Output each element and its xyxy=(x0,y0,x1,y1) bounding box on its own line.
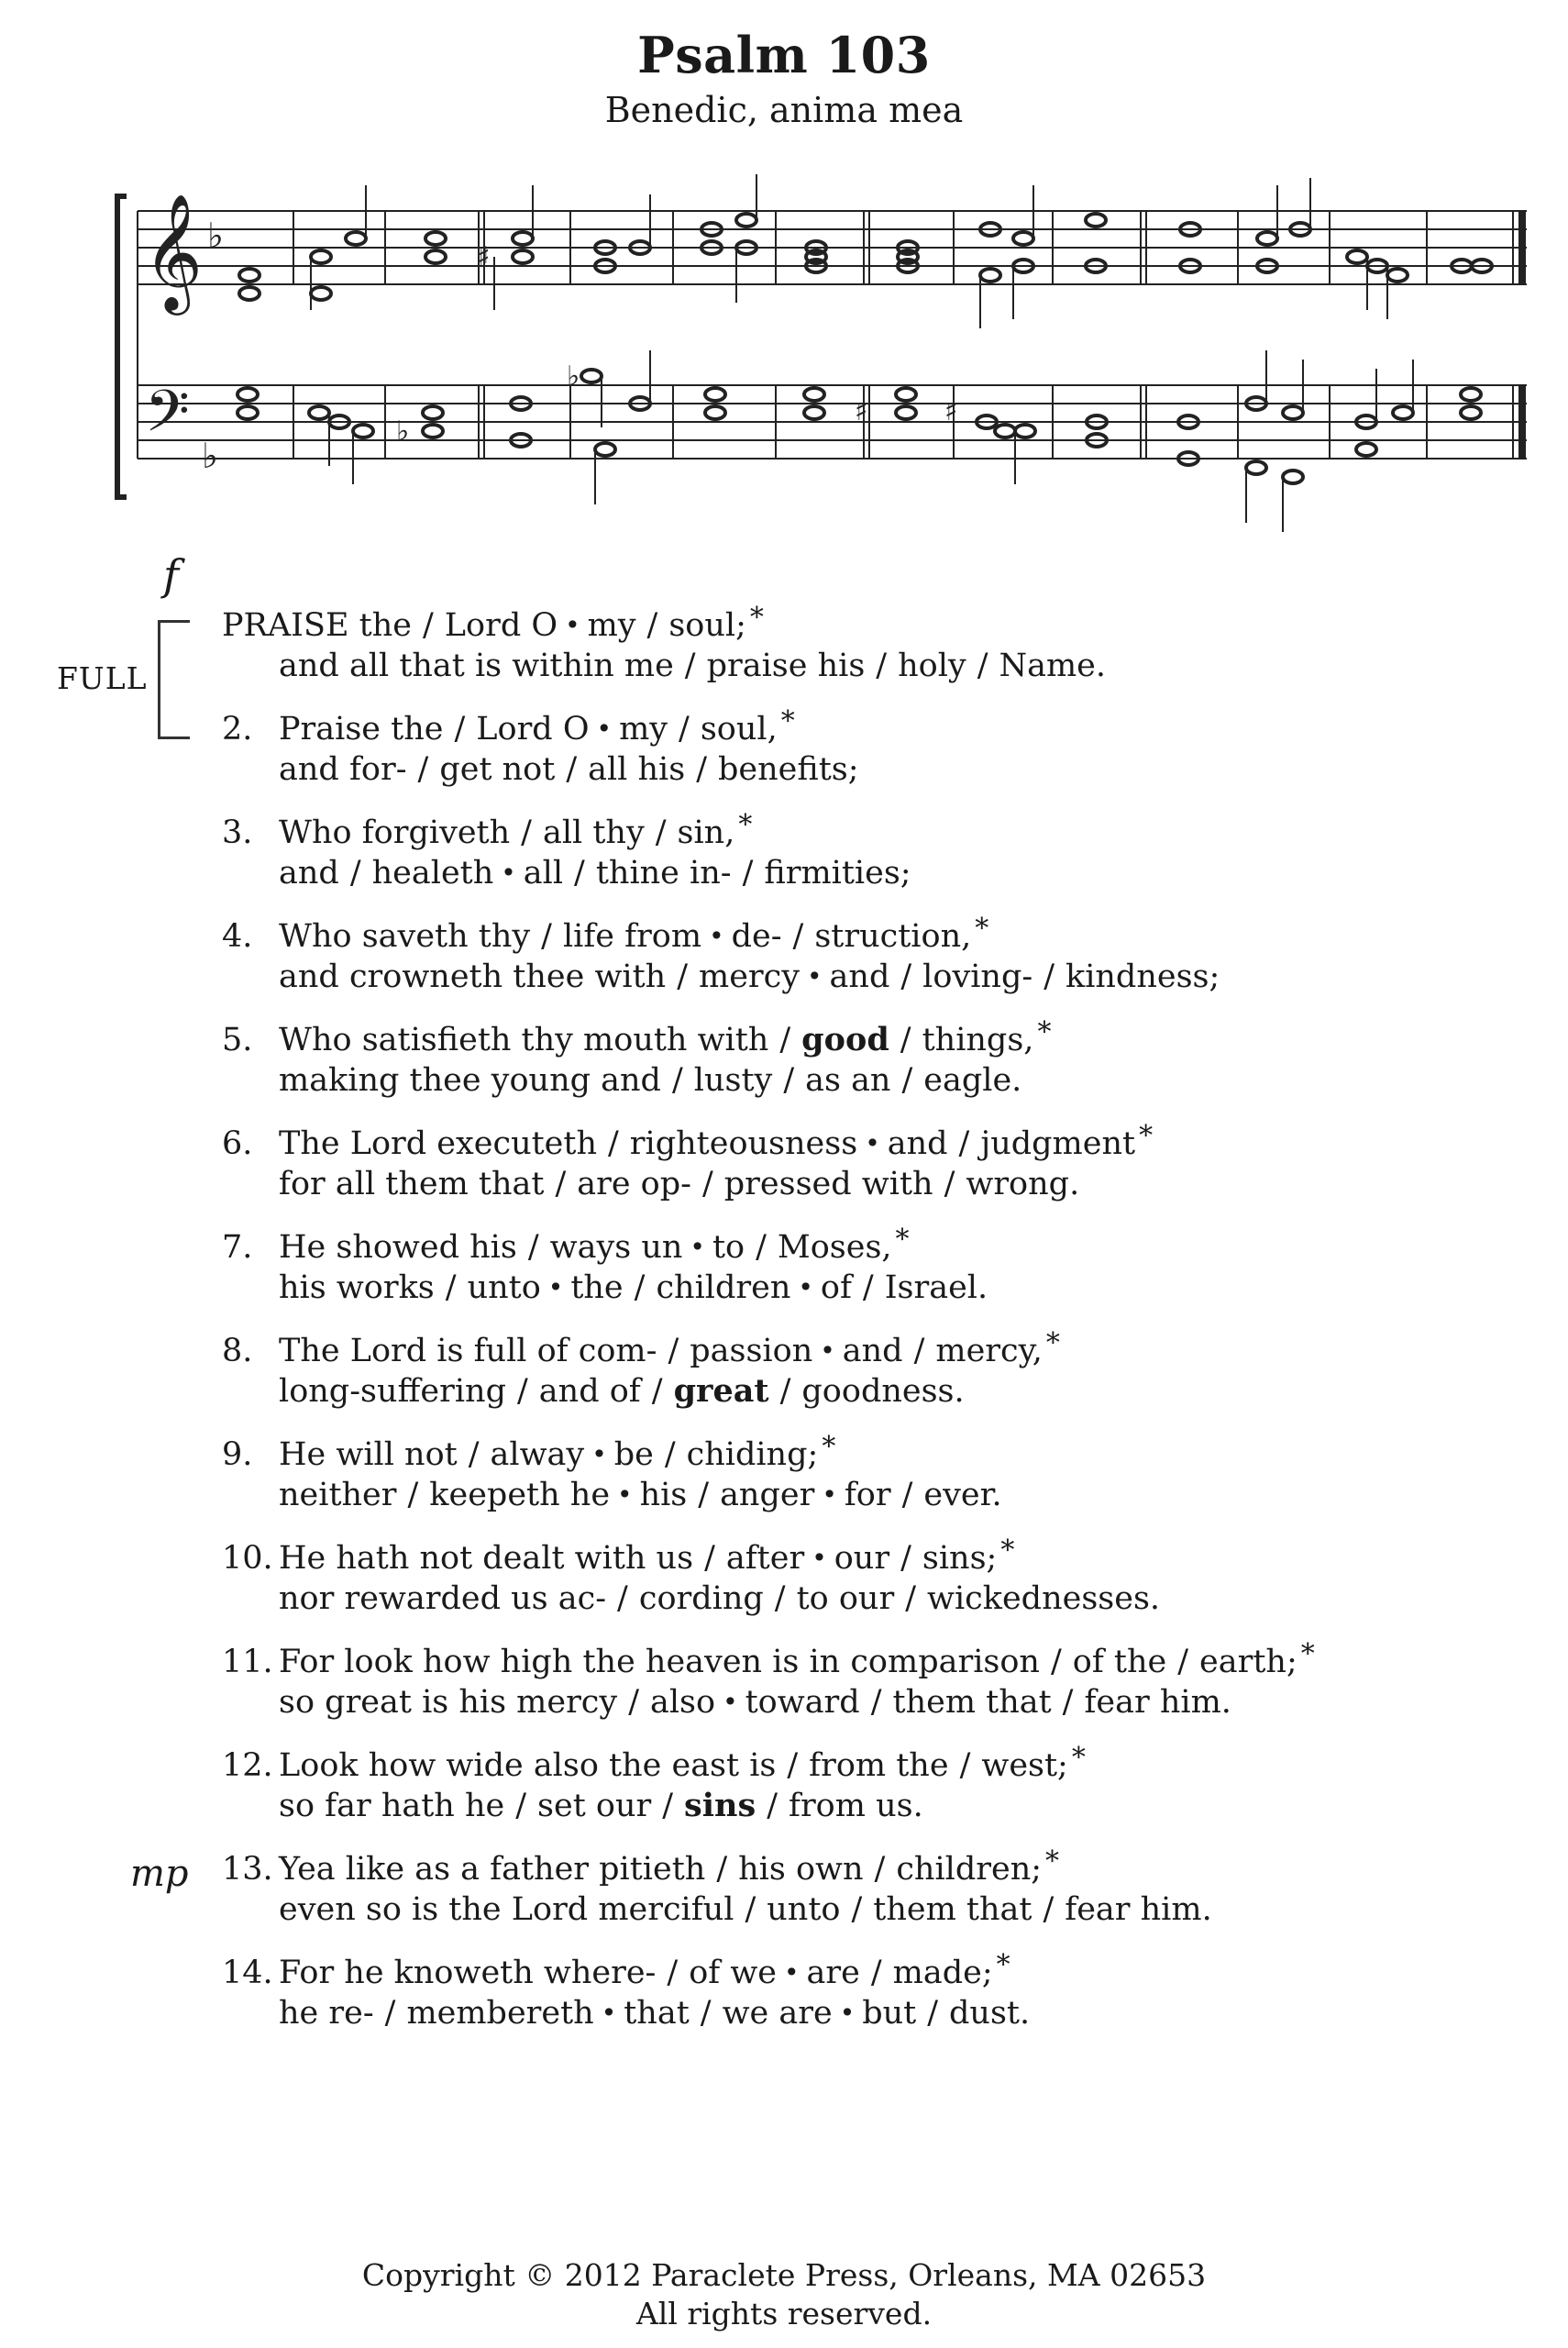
text-segment: children; xyxy=(896,1851,1043,1888)
sharp-icon: ♯ xyxy=(477,241,491,273)
music-score xyxy=(110,174,1540,559)
mediation-asterisk: * xyxy=(1300,1638,1315,1670)
pointing-dot: • xyxy=(596,714,613,744)
text-segment: and xyxy=(829,958,890,995)
pointing-slash: / xyxy=(870,1955,882,1991)
text-segment: after xyxy=(725,1540,805,1577)
text-segment: chiding; xyxy=(686,1436,819,1473)
verse-number: 2. xyxy=(222,711,253,748)
verse-first-half xyxy=(279,1431,836,1477)
text-segment: them that xyxy=(892,1684,1052,1721)
text-segment: anger xyxy=(720,1477,815,1513)
pointing-slash: / xyxy=(422,607,434,644)
verse-second-half xyxy=(279,1060,1021,1101)
text-segment: my xyxy=(587,607,636,644)
verse xyxy=(0,913,1568,1020)
pointing-slash: / xyxy=(407,1477,419,1513)
text-segment: kindness; xyxy=(1065,958,1220,995)
pointing-slash: / xyxy=(527,1229,539,1266)
text-segment: to our xyxy=(796,1580,895,1617)
pointing-slash: / xyxy=(515,1788,527,1824)
text-segment: Name. xyxy=(999,648,1107,684)
text-segment: soul; xyxy=(668,607,746,644)
text-segment: of we xyxy=(689,1955,778,1991)
pointing-slash: / xyxy=(646,607,658,644)
text-segment: and xyxy=(842,1333,903,1369)
pointing-slash: / xyxy=(1043,1891,1055,1928)
pointing-slash: / xyxy=(900,1540,911,1577)
text-segment: sins; xyxy=(922,1540,998,1577)
verse-number: 10. xyxy=(222,1540,273,1577)
pointing-dot: • xyxy=(690,1232,705,1262)
text-segment: unto xyxy=(767,1891,841,1928)
text-segment: firmities; xyxy=(764,855,911,892)
pointing-slash: / xyxy=(783,1062,795,1099)
text-segment: fear him. xyxy=(1065,1891,1212,1928)
text-segment: but xyxy=(862,1995,917,2032)
text-segment: and of xyxy=(538,1373,641,1410)
pointing-slash: / xyxy=(959,1747,971,1784)
text-segment: membereth xyxy=(406,1995,594,2032)
mediation-asterisk: * xyxy=(895,1224,910,1256)
text-segment: unto xyxy=(467,1269,541,1306)
pointing-slash: / xyxy=(696,751,707,788)
pointing-slash: / xyxy=(779,1373,791,1410)
text-segment: of the xyxy=(1072,1644,1167,1680)
pointing-slash: / xyxy=(742,855,754,892)
text-segment: For look how high the heaven is in comparison xyxy=(279,1644,1040,1680)
verse-second-half xyxy=(279,1682,1231,1724)
pointing-slash: / xyxy=(454,711,466,748)
verse-first-half xyxy=(279,1016,1052,1062)
text-segment: for all them that xyxy=(279,1166,545,1202)
text-segment: things, xyxy=(922,1022,1034,1058)
verse xyxy=(0,602,1568,709)
pointing-slash: / xyxy=(417,751,429,788)
pointing-dot: • xyxy=(798,1272,813,1302)
text-segment: to xyxy=(712,1229,745,1266)
verse xyxy=(0,1949,1568,2056)
verse-second-half xyxy=(279,749,859,790)
pointing-slash: / xyxy=(700,1995,712,2032)
text-segment: even so is the Lord merciful xyxy=(279,1891,734,1928)
text-segment: Look how wide also the east is xyxy=(279,1747,777,1784)
pointing-slash: / xyxy=(1062,1684,1074,1721)
verse xyxy=(0,1016,1568,1124)
text-segment: Who satisfieth thy mouth with xyxy=(279,1022,769,1058)
sharp-icon: ♯ xyxy=(855,395,868,427)
bass-staff xyxy=(138,385,1527,459)
verse-first-half xyxy=(222,602,764,648)
dynamic-forte: f xyxy=(163,550,180,600)
verse xyxy=(0,1534,1568,1642)
text-segment: all xyxy=(523,855,564,892)
text-segment: struction, xyxy=(814,918,972,955)
verse-number: 12. xyxy=(222,1747,273,1784)
pointing-slash: / xyxy=(901,1477,913,1513)
pointing-slash: / xyxy=(671,1062,683,1099)
flat-icon: ♭ xyxy=(207,216,224,256)
verse-number: 8. xyxy=(222,1333,253,1369)
pointing-slash: / xyxy=(668,1333,679,1369)
pointing-slash: / xyxy=(851,1891,863,1928)
pointing-slash: / xyxy=(901,1062,913,1099)
flat-icon: ♭ xyxy=(202,436,218,476)
text-segment: earth; xyxy=(1199,1644,1297,1680)
mediation-asterisk: * xyxy=(1045,1327,1060,1359)
text-segment: his xyxy=(639,1477,688,1513)
verse xyxy=(0,1742,1568,1849)
verse-number: 13. xyxy=(222,1851,273,1888)
pointing-dot: • xyxy=(723,1687,738,1717)
verse xyxy=(0,1120,1568,1227)
verse-first-half xyxy=(279,1224,910,1269)
text-segment: and all that is within me xyxy=(279,648,674,684)
verse-second-half xyxy=(279,646,1106,686)
rights-line: All rights reserved. xyxy=(635,2296,933,2331)
text-segment: judgment xyxy=(980,1125,1136,1162)
pointing-slash: / xyxy=(900,958,912,995)
text-segment: pressed with xyxy=(723,1166,933,1202)
text-segment: Who saveth thy xyxy=(279,918,531,955)
verse-first-half xyxy=(279,1120,1154,1166)
verse-second-half xyxy=(279,1164,1079,1204)
text-segment: set our xyxy=(537,1788,652,1824)
text-segment: keepeth he xyxy=(429,1477,611,1513)
text-segment: ways un xyxy=(549,1229,683,1266)
text-segment: alway xyxy=(490,1436,585,1473)
pointing-dot: • xyxy=(591,1439,607,1469)
text-segment: life from xyxy=(562,918,702,955)
text-segment: thine in- xyxy=(595,855,732,892)
pointing-slash: / xyxy=(716,1851,728,1888)
verse xyxy=(0,705,1568,813)
text-segment: so great is his mercy xyxy=(279,1684,618,1721)
pointing-slash: / xyxy=(608,1125,619,1162)
verse-first-half xyxy=(279,1949,1010,1995)
pointing-dot: • xyxy=(547,1272,564,1302)
text-segment: so far hath he xyxy=(279,1788,505,1824)
mediation-asterisk: * xyxy=(1000,1534,1015,1567)
verse-number: 6. xyxy=(222,1125,253,1162)
pointing-dot: • xyxy=(784,1957,800,1988)
pointing-dot: • xyxy=(820,1335,835,1366)
text-segment: are op- xyxy=(577,1166,691,1202)
copyright-line: Copyright © 2012 Paraclete Press, Orleans, MA 02653 xyxy=(361,2257,1207,2293)
verse-first-half xyxy=(279,809,753,855)
mediation-asterisk: * xyxy=(996,1949,1010,1981)
verse-first-half xyxy=(279,1845,1060,1891)
pointing-slash: / xyxy=(651,1373,663,1410)
text-segment: praise his xyxy=(706,648,866,684)
pointing-slash: / xyxy=(977,648,988,684)
text-segment: for xyxy=(844,1477,891,1513)
text-segment: holy xyxy=(898,648,966,684)
pointing-dot: • xyxy=(822,1479,837,1510)
mediation-asterisk: * xyxy=(738,809,753,841)
text-segment: He will not xyxy=(279,1436,458,1473)
bass-clef-icon: 𝄢 xyxy=(145,377,190,459)
text-segment: soul, xyxy=(700,711,778,748)
text-segment: his own xyxy=(738,1851,864,1888)
pointing-slash: / xyxy=(874,1851,886,1888)
text-segment: my xyxy=(619,711,668,748)
mediation-asterisk: * xyxy=(1045,1845,1060,1877)
pointing-slash: / xyxy=(745,1891,756,1928)
verse-first-half xyxy=(279,913,989,958)
pointing-slash: / xyxy=(792,918,804,955)
pointing-slash: / xyxy=(1177,1644,1189,1680)
pointing-dot: • xyxy=(601,1998,617,2028)
pointing-slash: / xyxy=(445,1269,457,1306)
pointing-dot: • xyxy=(565,610,580,640)
text-segment: passion xyxy=(690,1333,813,1369)
verse-second-half xyxy=(279,957,1220,999)
verse-number: 9. xyxy=(222,1436,253,1473)
pointing-slash: / xyxy=(944,1166,955,1202)
mediation-asterisk: * xyxy=(1037,1016,1052,1048)
text-segment: The Lord is full of com- xyxy=(279,1333,657,1369)
text-segment: ever. xyxy=(923,1477,1002,1513)
pointing-slash: / xyxy=(1050,1644,1062,1680)
verse-second-half xyxy=(279,1371,965,1412)
text-segment: goodness. xyxy=(801,1373,965,1410)
text-segment: Praise the xyxy=(279,711,444,748)
pointing-slash: / xyxy=(905,1580,916,1617)
text-segment: children xyxy=(656,1269,791,1306)
text-segment: all his xyxy=(588,751,686,788)
pointing-slash: / xyxy=(574,855,585,892)
pointing-slash: / xyxy=(779,1022,791,1058)
verse-first-half xyxy=(279,1534,1015,1580)
text-segment: loving- xyxy=(922,958,1033,995)
verse xyxy=(0,1638,1568,1745)
mediation-asterisk: * xyxy=(749,602,764,634)
pointing-slash: / xyxy=(617,1580,628,1617)
text-segment: For he knoweth where- xyxy=(279,1955,657,1991)
pointing-slash: / xyxy=(787,1747,799,1784)
text-segment: wickednesses. xyxy=(927,1580,1161,1617)
pointing-slash: / xyxy=(555,1166,567,1202)
text-segment: and xyxy=(279,855,339,892)
text-segment: all thy xyxy=(542,814,645,851)
text-segment: get not xyxy=(439,751,556,788)
verse xyxy=(0,1224,1568,1331)
text-segment: nor rewarded us ac- xyxy=(279,1580,607,1617)
text-segment: de- xyxy=(731,918,782,955)
pointing-slash: / xyxy=(701,1166,713,1202)
text-segment: from us. xyxy=(789,1788,923,1824)
text-segment: cording xyxy=(638,1580,764,1617)
mediation-asterisk: * xyxy=(975,913,989,945)
mediation-asterisk: * xyxy=(1071,1742,1086,1774)
treble-notes xyxy=(239,214,1492,300)
page-title: Psalm 103 xyxy=(637,26,931,84)
verse-second-half xyxy=(279,1786,923,1826)
pointing-slash: / xyxy=(655,814,667,851)
text-segment: mercy, xyxy=(935,1333,1043,1369)
pointing-slash: / xyxy=(384,1995,396,2032)
text-segment: and crowneth thee with xyxy=(279,958,667,995)
treble-staff xyxy=(138,211,1527,284)
text-segment: west; xyxy=(981,1747,1068,1784)
verse-second-half xyxy=(279,853,911,895)
pointing-slash: / xyxy=(541,918,552,955)
text-segment: He showed his xyxy=(279,1229,517,1266)
text-segment: also xyxy=(649,1684,716,1721)
verse xyxy=(0,1431,1568,1538)
text-segment: righteousness xyxy=(629,1125,858,1162)
dynamic-mezzo-piano: mp xyxy=(130,1853,189,1895)
pointing-slash: / xyxy=(634,1269,646,1306)
pointing-slash: / xyxy=(958,1125,970,1162)
text-segment: as an xyxy=(805,1062,891,1099)
verse-first-half xyxy=(279,705,795,751)
pointing-slash: / xyxy=(684,648,696,684)
text-segment: sins xyxy=(684,1787,756,1824)
pointing-slash: / xyxy=(862,1269,874,1306)
text-segment: lusty xyxy=(693,1062,773,1099)
text-segment: benefits; xyxy=(718,751,859,788)
text-segment: that xyxy=(624,1995,690,2032)
page-subtitle: Benedic, anima mea xyxy=(604,90,964,130)
text-segment: our xyxy=(834,1540,890,1577)
pointing-slash: / xyxy=(927,1995,939,2032)
flat-icon: ♭ xyxy=(567,360,580,393)
verse-number: 5. xyxy=(222,1022,253,1058)
verse-number: 3. xyxy=(222,814,253,851)
pointing-slash: / xyxy=(900,1022,911,1058)
text-segment: sin, xyxy=(677,814,735,851)
pointing-slash: / xyxy=(628,1684,639,1721)
text-segment: good xyxy=(801,1021,889,1058)
pointing-slash: / xyxy=(1043,958,1055,995)
text-segment: toward xyxy=(745,1684,860,1721)
pointing-slash: / xyxy=(468,1436,480,1473)
system-bracket xyxy=(117,196,127,497)
pointing-slash: / xyxy=(517,1373,528,1410)
text-segment: Who forgiveth xyxy=(279,814,511,851)
text-segment: He hath not dealt with us xyxy=(279,1540,694,1577)
pointing-slash: / xyxy=(767,1788,778,1824)
text-segment: his works xyxy=(279,1269,435,1306)
pointing-dot: • xyxy=(501,858,516,888)
verse-second-half xyxy=(279,1993,1030,2035)
pointing-slash: / xyxy=(698,1477,710,1513)
sharp-icon: ♯ xyxy=(944,395,958,427)
flat-icon: ♭ xyxy=(396,415,410,448)
text-segment: eagle. xyxy=(923,1062,1022,1099)
text-segment: mercy xyxy=(699,958,801,995)
pointing-dot: • xyxy=(709,921,724,951)
text-segment: and xyxy=(887,1125,948,1162)
verse-number: 14. xyxy=(222,1955,273,1991)
text-segment: of xyxy=(820,1269,852,1306)
text-segment: Yea like as a father pitieth xyxy=(279,1851,706,1888)
text-segment: dust. xyxy=(949,1995,1031,2032)
text-segment: fear him. xyxy=(1084,1684,1231,1721)
verse-second-half xyxy=(279,1268,988,1310)
pointing-slash: / xyxy=(756,1229,767,1266)
pointing-slash: / xyxy=(774,1580,786,1617)
pointing-slash: / xyxy=(870,1684,882,1721)
pointing-dot: • xyxy=(839,1998,856,2028)
text-segment: Lord O xyxy=(444,607,558,644)
verse-number: 11. xyxy=(222,1644,273,1680)
pointing-slash: / xyxy=(566,751,578,788)
verse-second-half xyxy=(279,1889,1212,1930)
verse-number: 4. xyxy=(222,918,253,955)
pointing-slash: / xyxy=(349,855,361,892)
mediation-asterisk: * xyxy=(1139,1120,1154,1152)
text-segment: great xyxy=(673,1372,769,1410)
text-segment: PRAISE the xyxy=(222,607,412,644)
verse xyxy=(0,809,1568,916)
text-segment: made; xyxy=(892,1955,993,1991)
text-segment: Lord O xyxy=(476,711,590,748)
mediation-asterisk: * xyxy=(780,705,795,737)
pointing-dot: • xyxy=(865,1128,880,1158)
treble-clef-icon: 𝄞 xyxy=(143,193,204,310)
text-segment: be xyxy=(613,1436,654,1473)
pointing-dot: • xyxy=(807,961,823,991)
text-segment: making thee young and xyxy=(279,1062,661,1099)
text-segment: we are xyxy=(722,1995,833,2032)
text-segment: are xyxy=(806,1955,860,1991)
treble-stems xyxy=(311,174,1387,328)
pointing-slash: / xyxy=(679,711,690,748)
verse-second-half xyxy=(279,1475,1002,1517)
pointing-slash: / xyxy=(704,1540,715,1577)
text-segment: from the xyxy=(809,1747,949,1784)
verse xyxy=(0,1845,1568,1953)
verse xyxy=(0,1327,1568,1434)
pointing-dot: • xyxy=(812,1543,827,1573)
text-segment: neither xyxy=(279,1477,397,1513)
text-segment: healeth xyxy=(371,855,494,892)
pointing-slash: / xyxy=(667,1955,679,1991)
pointing-slash: / xyxy=(913,1333,925,1369)
verse-list xyxy=(0,602,1568,2056)
verse-first-half xyxy=(279,1742,1086,1788)
verse-second-half xyxy=(279,1578,1160,1619)
pointing-slash: / xyxy=(662,1788,674,1824)
pointing-slash: / xyxy=(664,1436,676,1473)
verse-first-half xyxy=(279,1638,1315,1684)
text-segment: long-suffering xyxy=(279,1373,506,1410)
text-segment: wrong. xyxy=(966,1166,1080,1202)
text-segment: Moses, xyxy=(777,1229,892,1266)
text-segment: he re- xyxy=(279,1995,374,2032)
pointing-slash: / xyxy=(876,648,888,684)
full-label: FULL xyxy=(57,660,148,696)
text-segment: The Lord executeth xyxy=(279,1125,597,1162)
verse-first-half xyxy=(279,1327,1060,1373)
text-segment: Israel. xyxy=(884,1269,988,1306)
pointing-slash: / xyxy=(677,958,689,995)
text-segment: them that xyxy=(873,1891,1032,1928)
pointing-dot: • xyxy=(617,1479,633,1510)
text-segment: the xyxy=(570,1269,624,1306)
mediation-asterisk: * xyxy=(822,1431,836,1463)
verse-number: 7. xyxy=(222,1229,253,1266)
pointing-slash: / xyxy=(521,814,532,851)
text-segment: and for- xyxy=(279,751,407,788)
